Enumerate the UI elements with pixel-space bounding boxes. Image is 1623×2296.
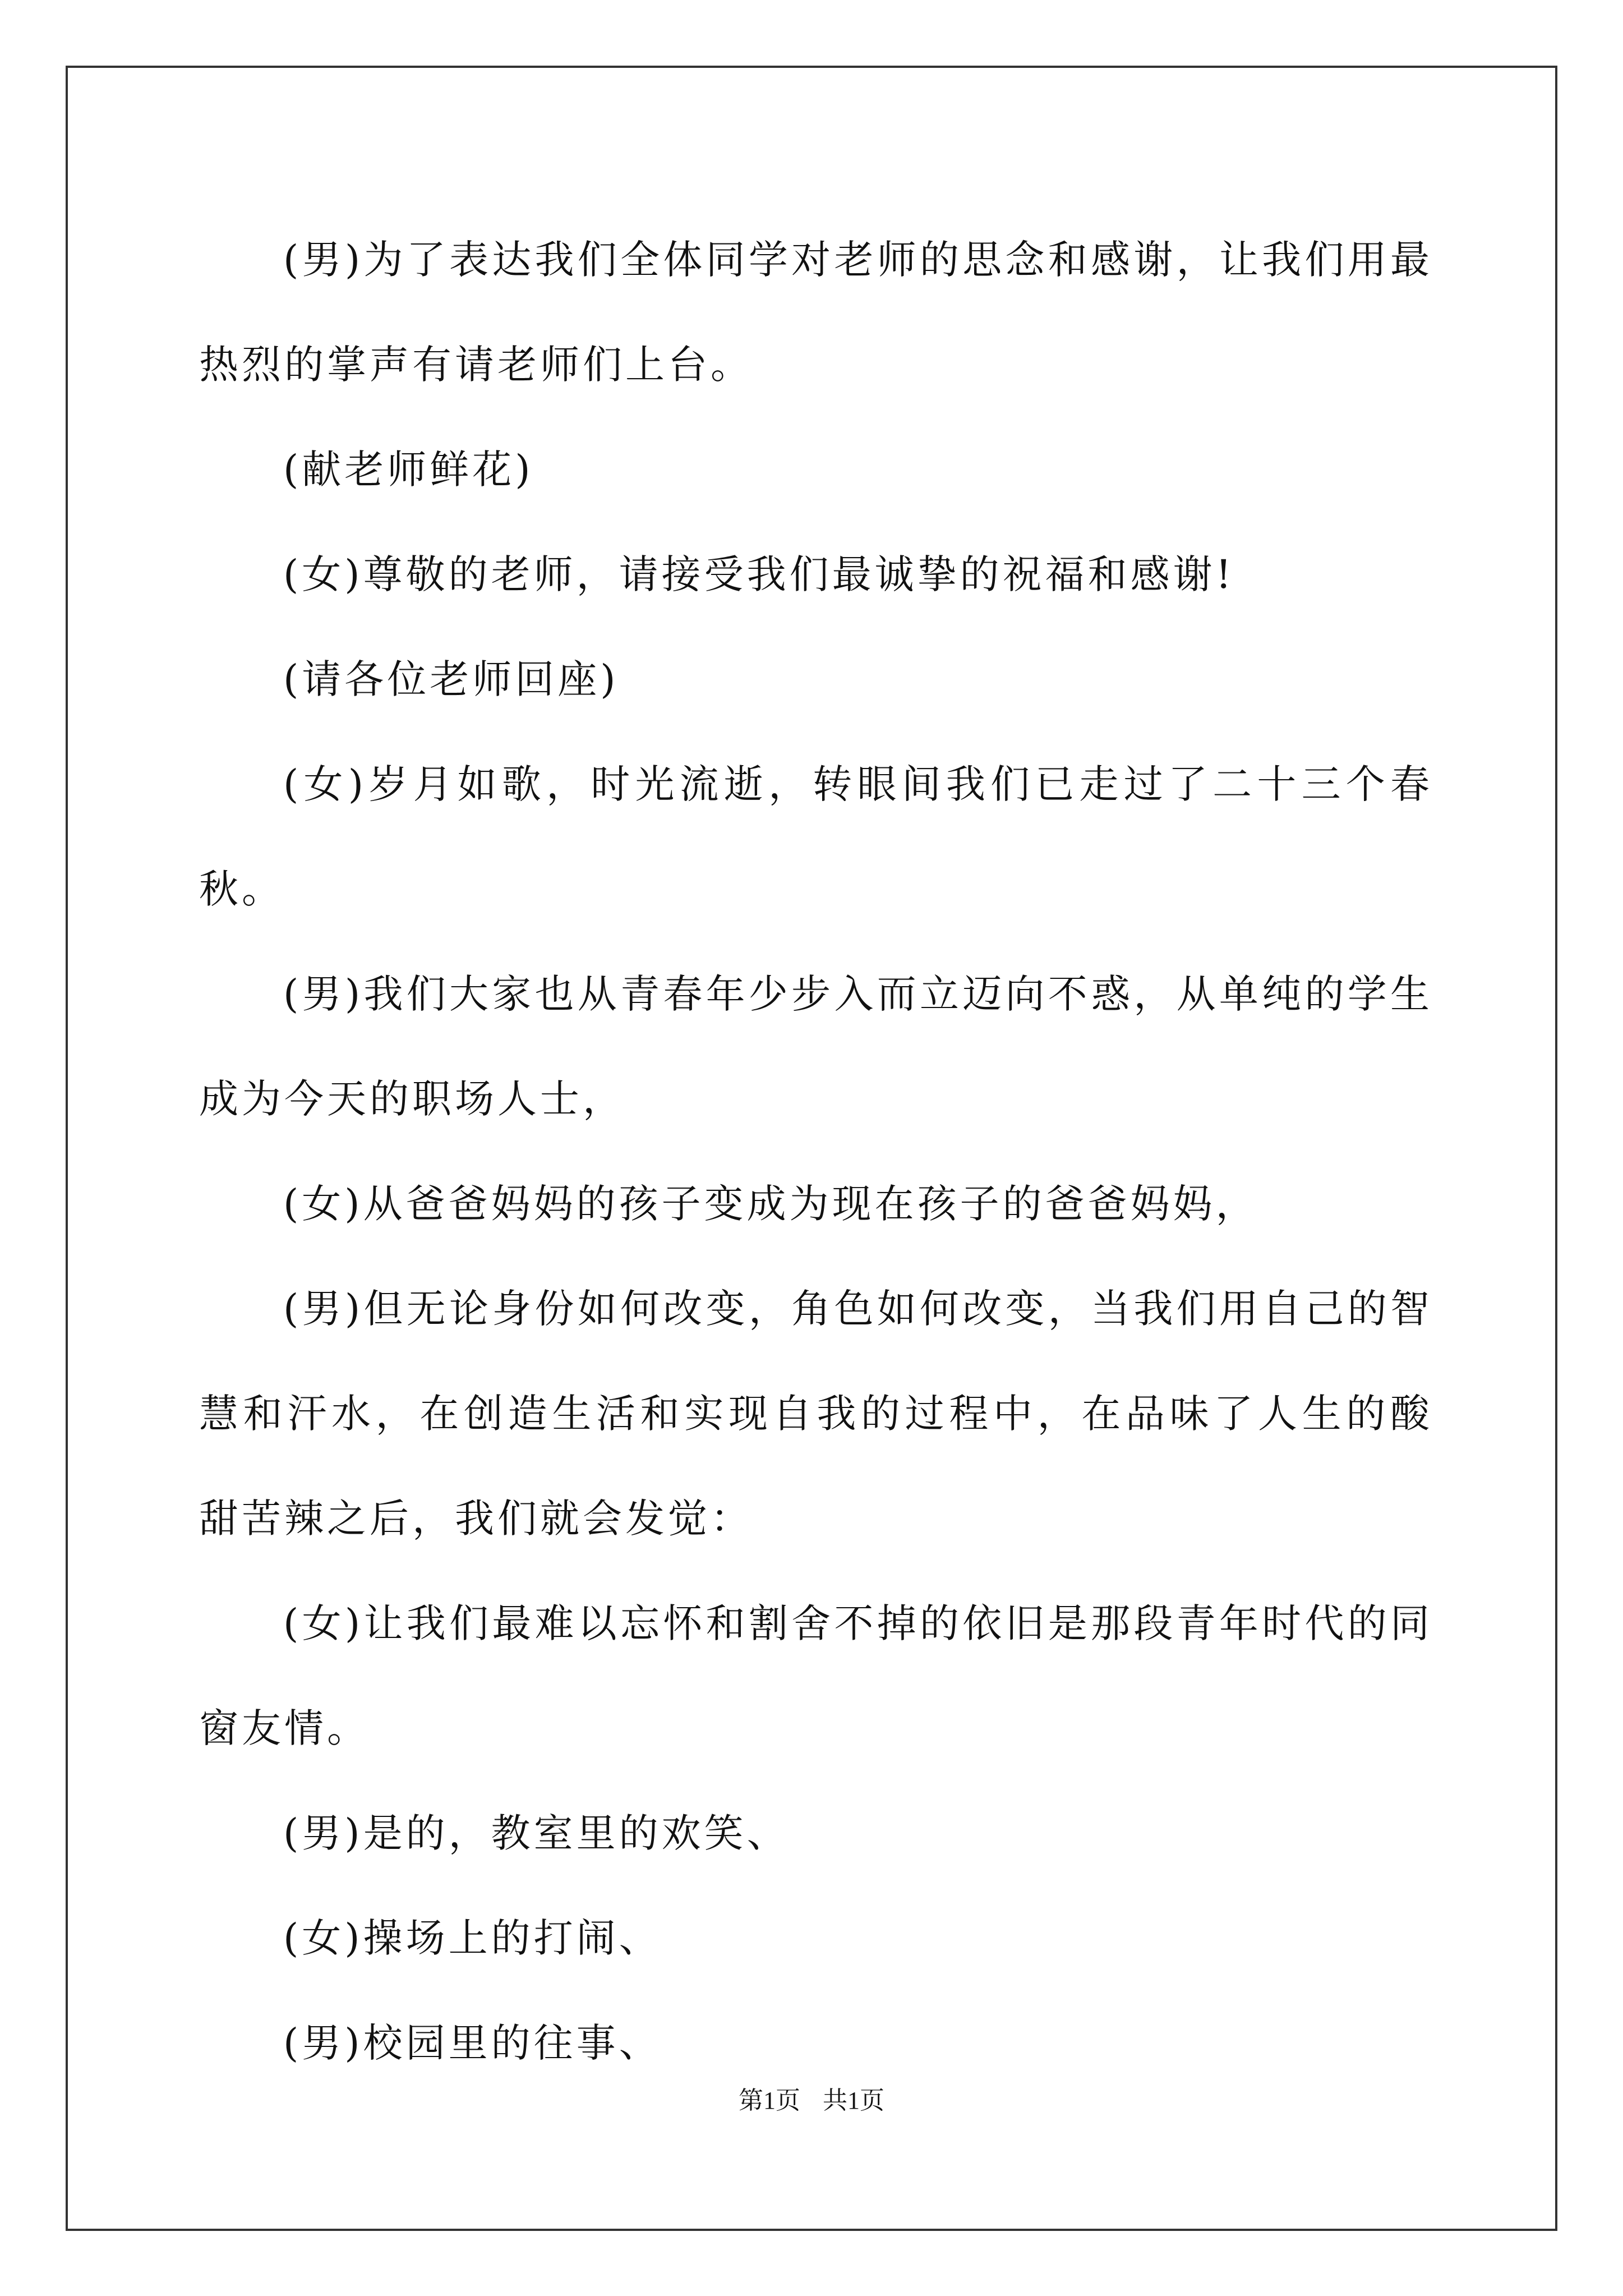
paragraph: (男)但无论身份如何改变，角色如何改变，当我们用自己的智慧和汗水，在创造生活和实现自我的过程中，在品味了人生的酸甜苦辣之后，我们就会发觉： [199,1286,1433,1542]
paragraph: (女)从爸爸妈妈的孩子变成为现在孩子的爸爸妈妈， [283,1181,1258,1227]
paragraph: (女)尊敬的老师，请接受我们最诚挚的祝福和感谢! [283,551,1235,597]
document-body [199,208,1433,2096]
page-number: 第1页 [739,2087,800,2114]
paragraph: (献老师鲜花) [283,447,534,493]
paragraph: (请各位老师回座) [283,656,619,702]
page-footer [0,2080,1623,2116]
paragraph: (女)操场上的打闹、 [283,1915,662,1961]
paragraph: (男)我们大家也从青春年少步入而立迈向不惑，从单纯的学生成为今天的职场人士， [199,971,1433,1122]
paragraph: (男)校园里的往事、 [283,2020,662,2066]
page-total: 共1页 [823,2087,884,2114]
paragraph: (女)让我们最难以忘怀和割舍不掉的依旧是那段青年时代的同窗友情。 [199,1600,1433,1751]
paragraph: (女)岁月如歌，时光流逝，转眼间我们已走过了二十三个春秋。 [199,761,1433,912]
paragraph: (男)为了表达我们全体同学对老师的思念和感谢，让我们用最热烈的掌声有请老师们上台。 [199,237,1433,388]
paragraph: (男)是的，教室里的欢笑、 [283,1810,790,1856]
